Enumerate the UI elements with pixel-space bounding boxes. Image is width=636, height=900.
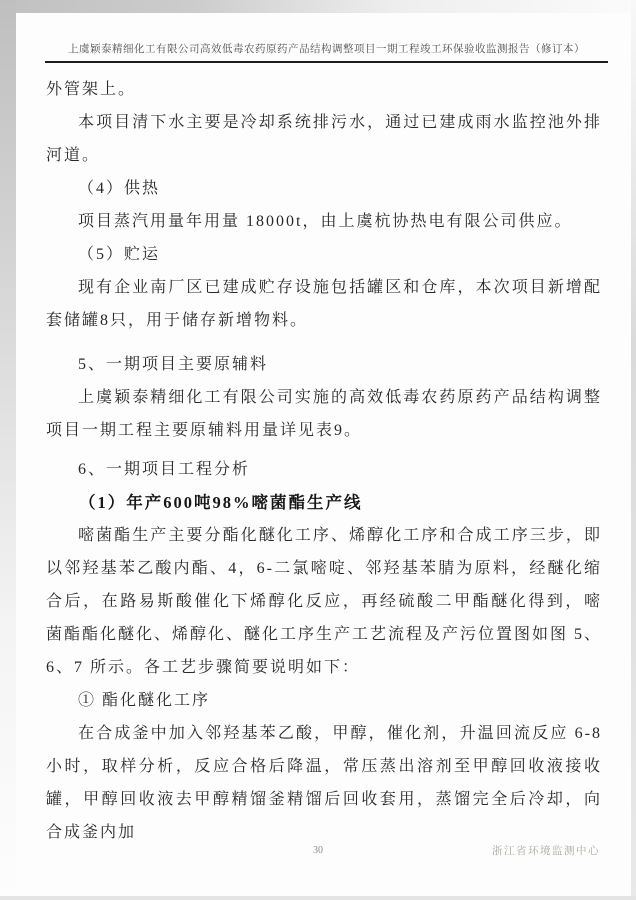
body-paragraph: 在合成釜中加入邻羟基苯乙酸，甲醇，催化剂，升温回流反应 6-8 小时，取样分析，反应合格后降温，常压蒸出溶剂至甲醇回收液接收罐，甲醇回收液去甲醇精馏釜精馏后回收套用，蒸馏完全后冷却，向合成釜内加 <box>46 725 602 841</box>
section-heading-6-engineering-analysis: 6、一期项目工程分析 <box>78 461 251 478</box>
body-paragraph: 项目蒸汽用量年用量 18000t，由上虞杭协热电有限公司供应。 <box>78 213 573 230</box>
page-number: 30 <box>313 845 323 856</box>
list-item-heading-zhuyun: （5）贮运 <box>78 246 161 263</box>
step-heading-esterification: ① 酯化醚化工序 <box>78 692 211 709</box>
subsection-heading-production-line: （1）年产600吨98%嘧菌酯生产线 <box>79 493 363 512</box>
body-paragraph: 现有企业南厂区已建成贮存设施包括罐区和仓库，本次项目新增配套储罐8只，用于储存新增物料。 <box>46 279 602 329</box>
section-heading-5-raw-materials: 5、一期项目主要原辅料 <box>78 356 269 373</box>
body-paragraph: 外管架上。 <box>46 81 137 98</box>
scan-edge-bottom <box>0 896 636 900</box>
scan-edge-top <box>0 0 636 13</box>
scan-edge-left <box>0 0 16 900</box>
body-paragraph: 本项目清下水主要是冷却系统排污水，通过已建成雨水监控池外排河道。 <box>46 114 602 164</box>
document-header-title: 上虞颖泰精细化工有限公司高效低毒农药原药产品结构调整项目一期工程竣工环保验收监测报告（修订本） <box>45 41 608 63</box>
scan-edge-right <box>631 0 636 900</box>
footer-organization: 浙江省环境监测中心 <box>492 846 600 857</box>
body-paragraph: 上虞颖泰精细化工有限公司实施的高效低毒农药原药产品结构调整项目一期工程主要原辅料用量详见表9。 <box>46 389 602 439</box>
document-body <box>46 73 602 849</box>
body-paragraph: 嘧菌酯生产主要分酯化醚化工序、烯醇化工序和合成工序三步，即以邻羟基苯乙酸内酯、4，6-二氯嘧啶、邻羟基苯腈为原料，经醚化缩合后，在路易斯酸催化下烯醇化反应，再经硫酸二甲酯醚化得到，嘧菌酯酯化醚化、烯醇化、醚化工序生产工艺流程及产污位置图如图 5、6、7 所示。各工艺步骤简要说明如下： <box>46 527 603 676</box>
list-item-heading-gongre: （4）供热 <box>78 180 161 197</box>
